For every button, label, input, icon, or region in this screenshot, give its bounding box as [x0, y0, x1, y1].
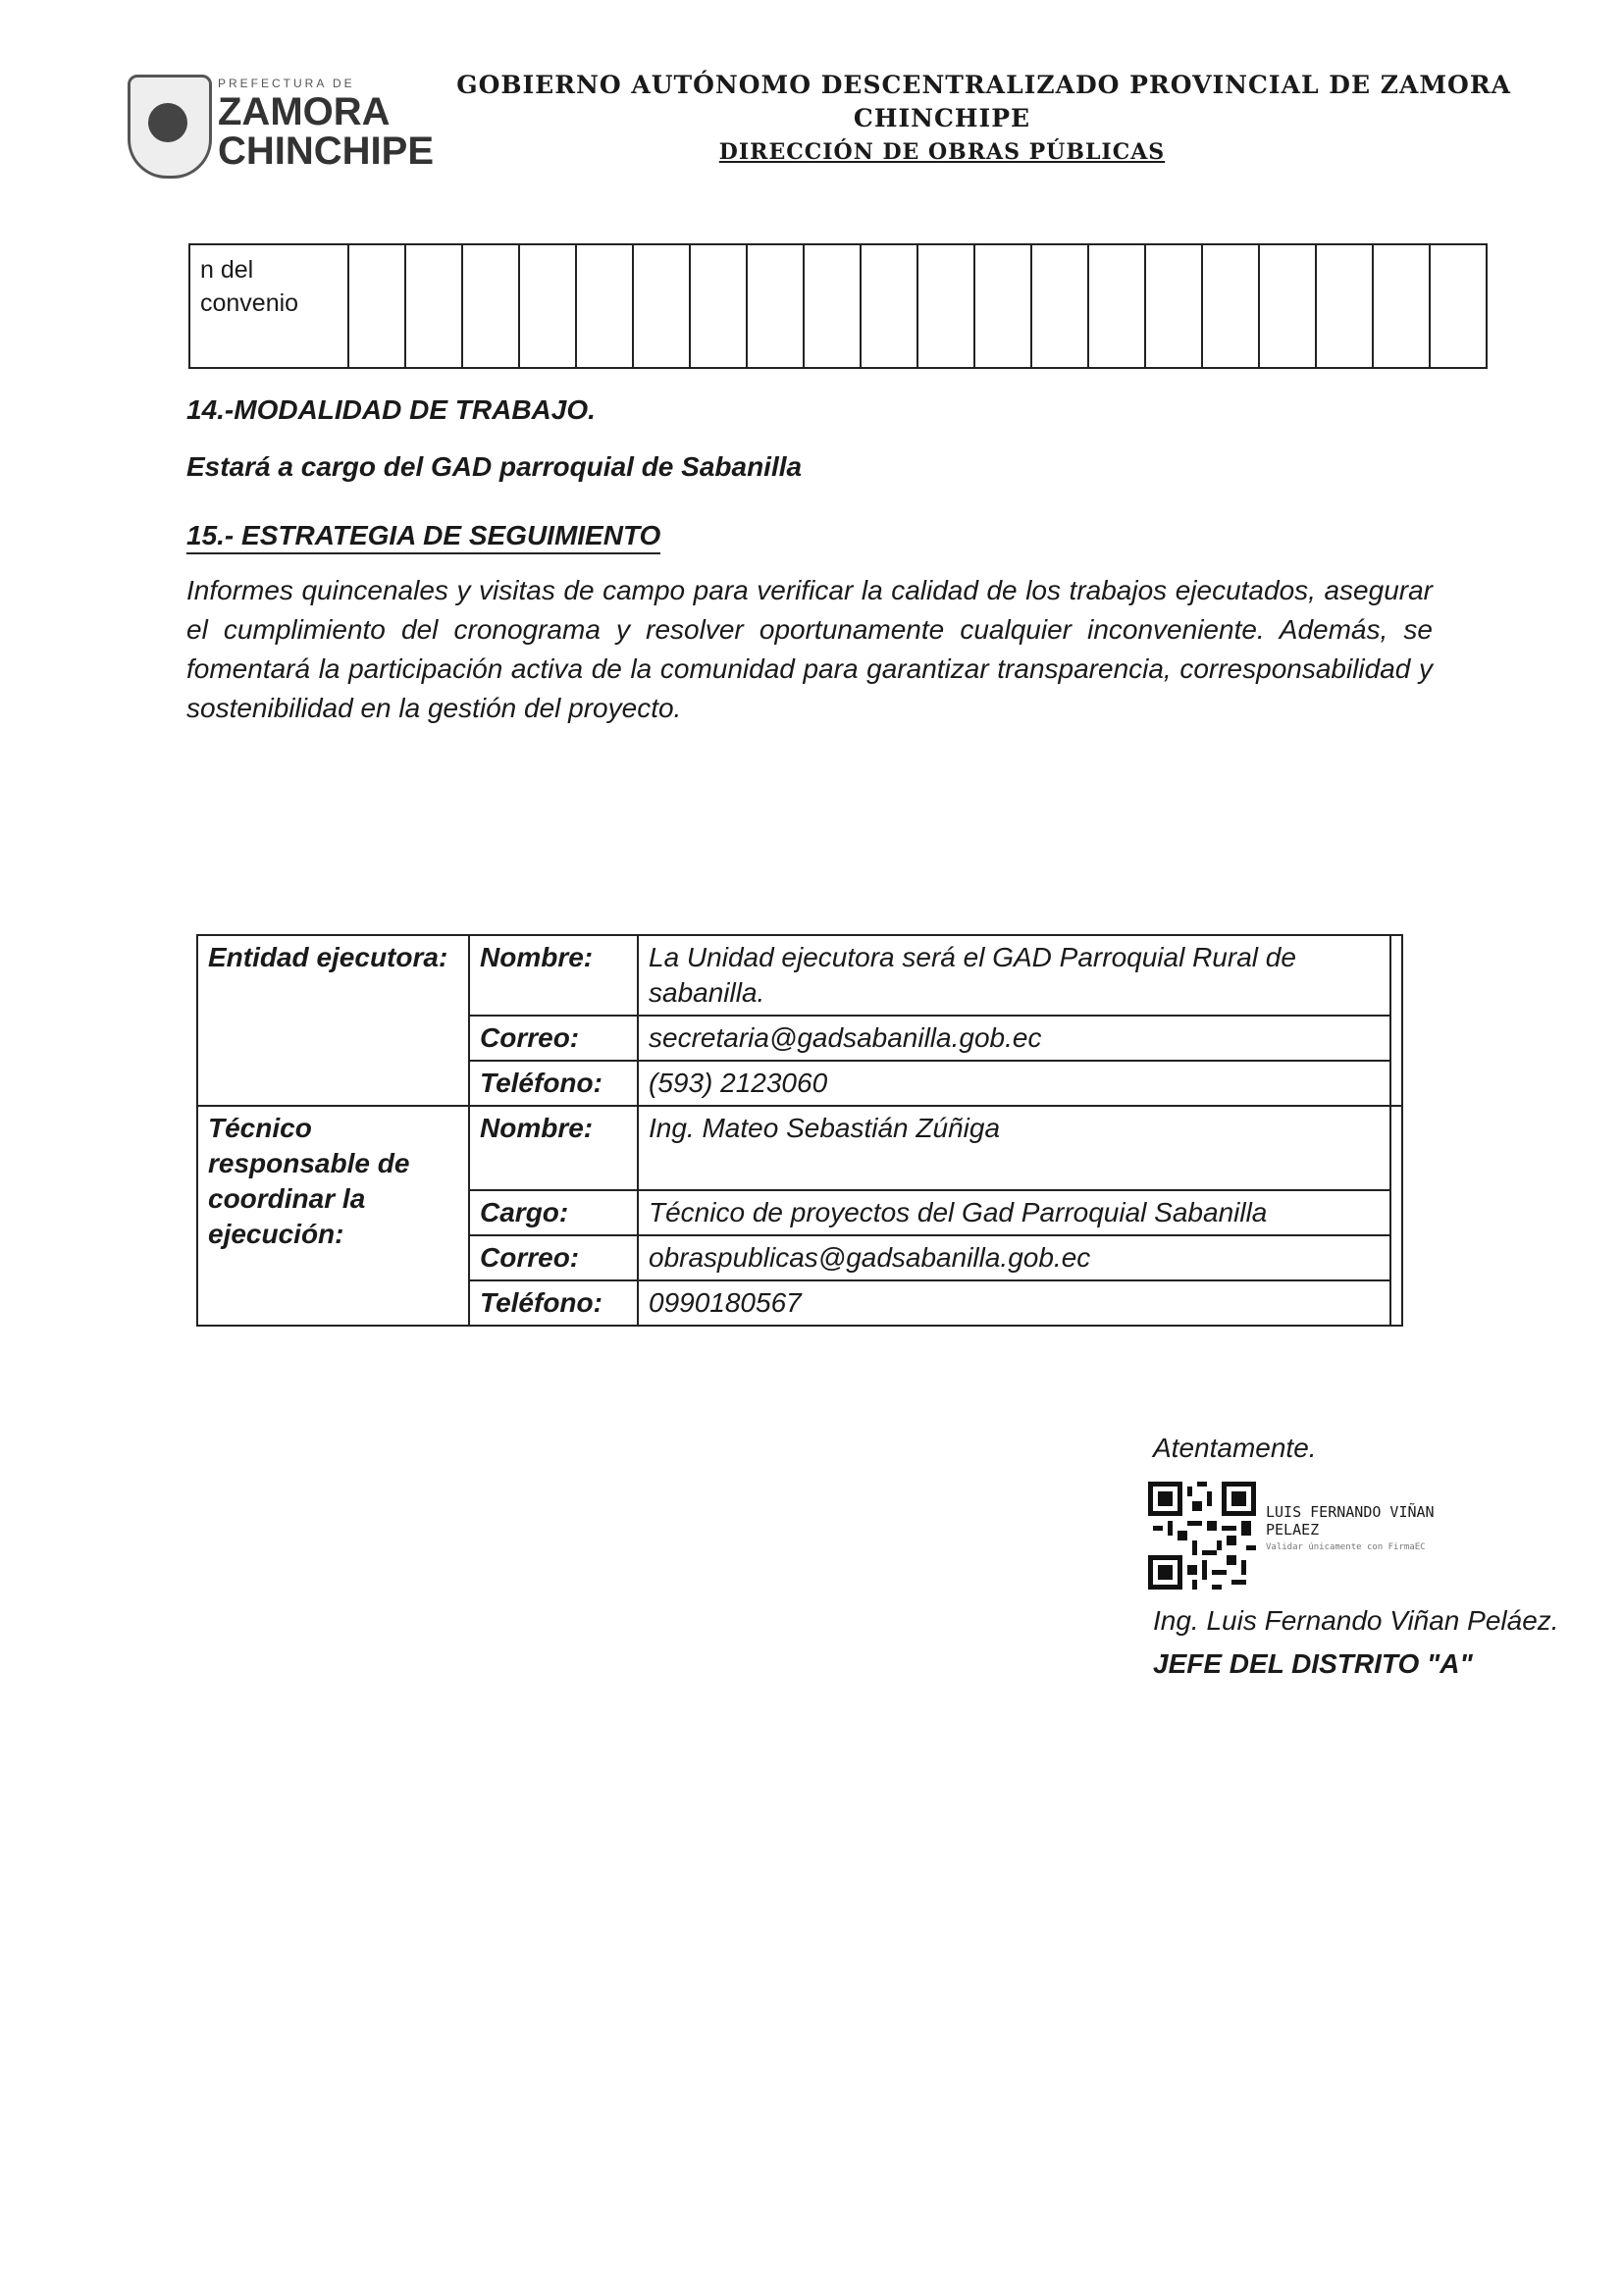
prefectura-logo	[128, 69, 442, 196]
grid-cell	[974, 244, 1031, 368]
convenio-label-line2: convenio	[200, 289, 299, 317]
entidad-telefono-value: (593) 2123060	[638, 1061, 1390, 1106]
logo-name-line1: ZAMORA	[218, 90, 391, 133]
grid-cell	[1202, 244, 1259, 368]
execution-details-table	[196, 934, 1403, 1327]
entidad-nombre-value: La Unidad ejecutora será el GAD Parroquial Rural de sabanilla.	[638, 935, 1390, 1016]
grid-cell	[405, 244, 462, 368]
grid-cell	[576, 244, 633, 368]
grid-cell	[1316, 244, 1373, 368]
convenio-label-line1: n del	[200, 256, 254, 284]
section-15-heading	[186, 516, 1433, 555]
signer-name: Ing. Luis Fernando Viñan Peláez.	[1153, 1605, 1559, 1636]
entidad-correo-field: Correo:	[469, 1016, 638, 1061]
grid-cell	[1373, 244, 1430, 368]
entidad-telefono-field: Teléfono:	[469, 1061, 638, 1106]
institution-province: CHINCHIPE	[853, 104, 1031, 132]
logo-caption: PREFECTURA DE	[218, 77, 355, 90]
signer-role: JEFE DEL DISTRITO "A"	[1153, 1648, 1473, 1679]
tecnico-label: Técnico responsable de coordinar la ejecución:	[197, 1106, 469, 1326]
table-row	[197, 935, 1402, 1016]
convenio-label	[189, 244, 348, 368]
grid-cell	[861, 244, 917, 368]
tecnico-nombre-field: Nombre:	[469, 1106, 638, 1190]
grid-cell	[1259, 244, 1316, 368]
grid-cell	[690, 244, 747, 368]
tecnico-telefono-value: 0990180567	[638, 1280, 1390, 1326]
entidad-label: Entidad ejecutora:	[197, 935, 469, 1106]
grid-cell	[1145, 244, 1202, 368]
grid-cell	[1430, 244, 1487, 368]
signature-name-line1: LUIS FERNANDO VIÑAN	[1266, 1503, 1435, 1521]
tecnico-correo-value: obraspublicas@gadsabanilla.gob.ec	[638, 1235, 1390, 1280]
tecnico-cargo-value: Técnico de proyectos del Gad Parroquial Sabanilla	[638, 1190, 1390, 1235]
logo-name-line2: CHINCHIPE	[218, 130, 435, 173]
grid-cell	[1088, 244, 1145, 368]
entidad-correo-value: secretaria@gadsabanilla.gob.ec	[638, 1016, 1390, 1061]
tecnico-correo-field: Correo:	[469, 1235, 638, 1280]
signature-qr-code-icon	[1148, 1482, 1256, 1590]
department-name: DIRECCIÓN DE OBRAS PÚBLICAS	[718, 139, 1166, 165]
section-14-text: Estará a cargo del GAD parroquial de Sabanilla	[186, 451, 803, 482]
grid-cell	[633, 244, 690, 368]
signature-name-line2: PELAEZ	[1266, 1521, 1320, 1539]
section-15-text: Informes quincenales y visitas de campo para verificar la calidad de los trabajos ejecutados, asegurar el cumplimiento del cronograma y resolver oportunamente cualquier inconveniente. Además, se fomentará la participación activa de la comunidad para garantizar transparencia, corresponsabilidad y sostenibilidad en la gestión del proyecto.	[186, 575, 1433, 723]
table-margin-cell	[1390, 1106, 1402, 1326]
institution-name: GOBIERNO AUTÓNOMO DESCENTRALIZADO PROVINCIAL DE ZAMORA	[456, 71, 1511, 99]
signature-note: Validar únicamente con FirmaEC	[1266, 1542, 1426, 1552]
grid-cell	[804, 244, 861, 368]
tecnico-nombre-value: Ing. Mateo Sebastián Zúñiga	[638, 1106, 1390, 1190]
section-14-heading: 14.-MODALIDAD DE TRABAJO.	[186, 394, 596, 425]
grid-cell	[747, 244, 804, 368]
grid-cell	[348, 244, 405, 368]
grid-cell	[1031, 244, 1088, 368]
letterhead	[118, 69, 1511, 196]
coat-of-arms-icon	[128, 75, 212, 179]
tecnico-cargo-field: Cargo:	[469, 1190, 638, 1235]
tecnico-telefono-field: Teléfono:	[469, 1280, 638, 1326]
salutation: Atentamente.	[1153, 1433, 1317, 1463]
logo-name	[218, 92, 434, 171]
table-row	[197, 1106, 1402, 1190]
entidad-nombre-field: Nombre:	[469, 935, 638, 1016]
table-margin-cell	[1390, 935, 1402, 1106]
electronic-signature-text	[1266, 1503, 1435, 1556]
convenio-number-grid	[188, 243, 1488, 369]
grid-cell	[917, 244, 974, 368]
grid-cell	[462, 244, 519, 368]
grid-cell	[519, 244, 576, 368]
section-15-heading-text: 15.- ESTRATEGIA DE SEGUIMIENTO	[186, 520, 660, 554]
